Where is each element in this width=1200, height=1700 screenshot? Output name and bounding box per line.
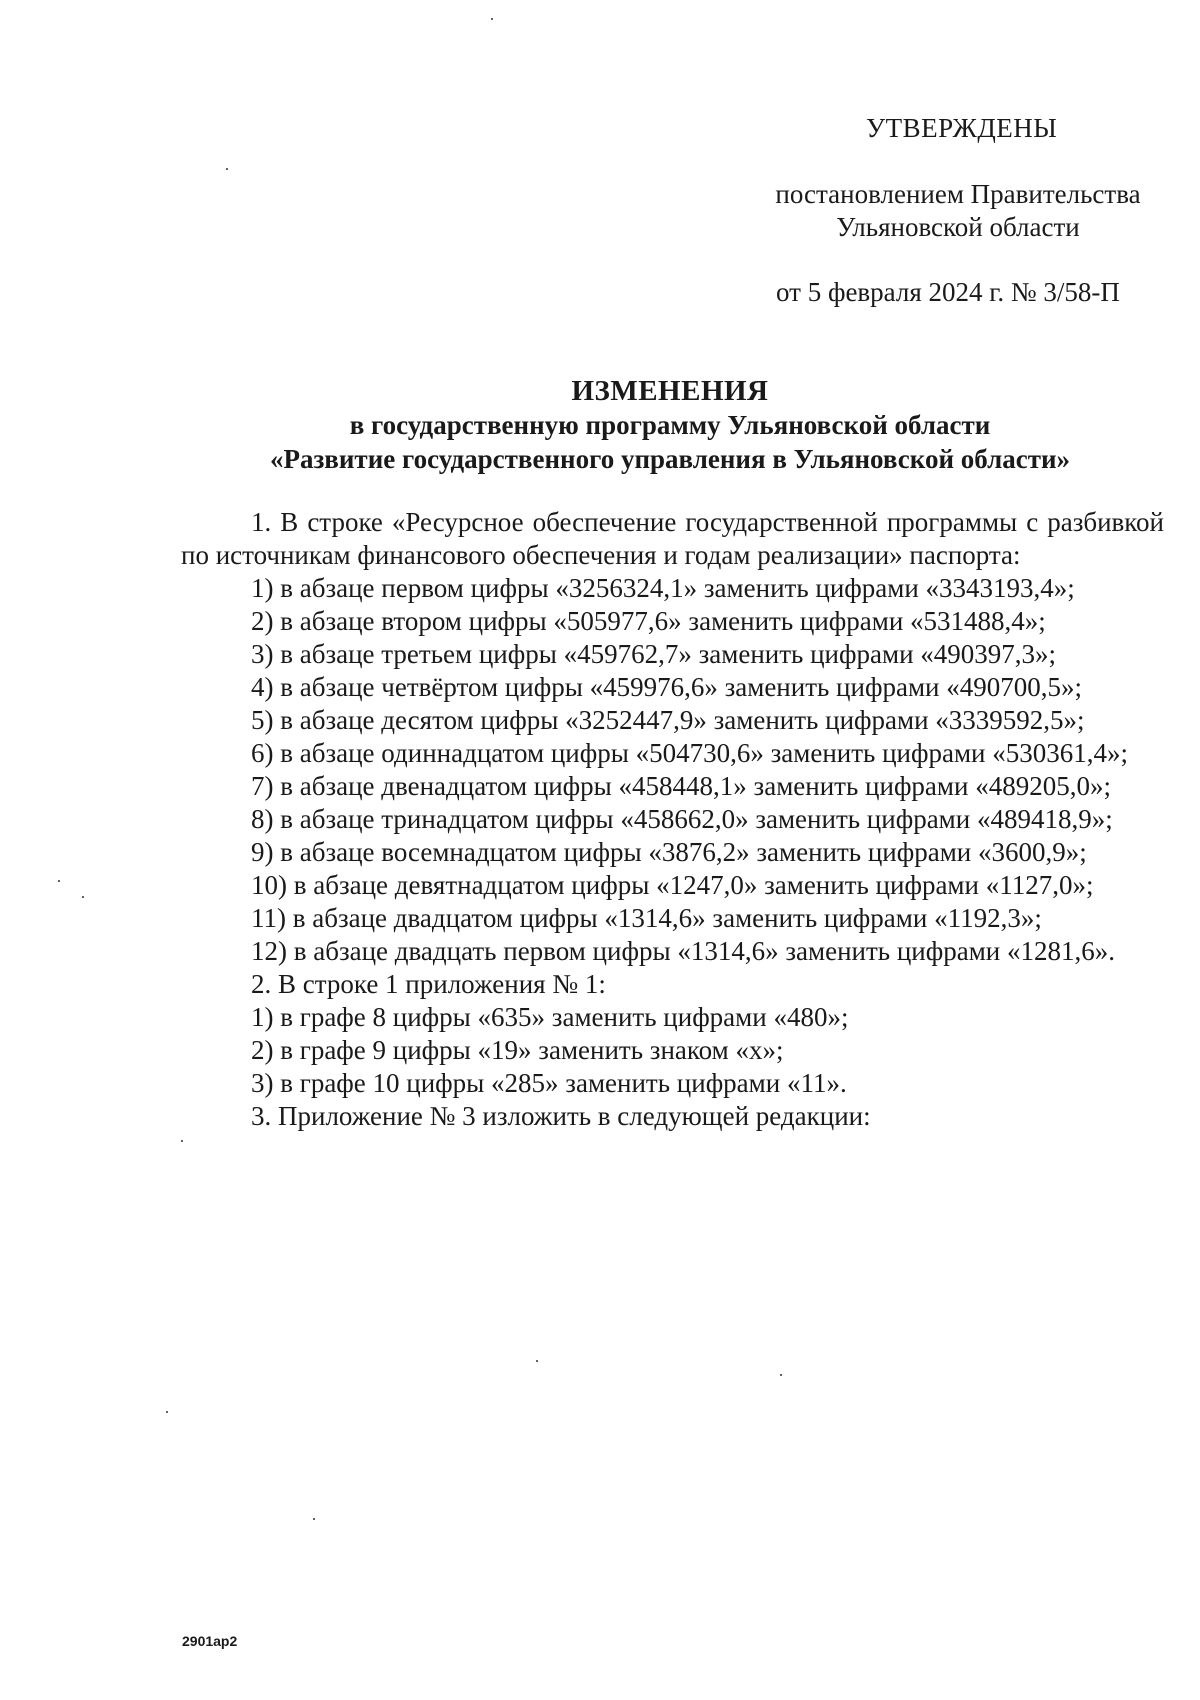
list-item: 6) в абзаце одиннадцатом цифры «504730,6» заменить цифрами «530361,4»; [251, 738, 1128, 768]
heading-title: ИЗМЕНЕНИЯ [571, 375, 769, 407]
list-item: 1) в графе 8 цифры «635» заменить цифрами «480»; [251, 1002, 849, 1032]
list-item: 9) в абзаце восемнадцатом цифры «3876,2» заменить цифрами «3600,9»; [251, 837, 1087, 867]
document-heading [180, 374, 1160, 476]
scan-speck [226, 168, 228, 170]
document-code: 2901ар2 [182, 1633, 238, 1649]
approval-authority [748, 178, 1168, 244]
scan-speck [181, 1140, 183, 1142]
list-item: 11) в абзаце двадцатом цифры «1314,6» заменить цифрами «1192,3»; [251, 903, 1042, 933]
list-item: 10) в абзаце девятнадцатом цифры «1247,0» заменить цифрами «1127,0»; [251, 870, 1094, 900]
list-item: 2) в графе 9 цифры «19» заменить знаком «х»; [251, 1035, 784, 1065]
approval-line-1: постановлением Правительства [775, 179, 1141, 209]
scan-speck [491, 18, 493, 20]
document-body [181, 506, 1164, 1133]
list-item: 4) в абзаце четвёртом цифры «459976,6» заменить цифрами «490700,5»; [251, 672, 1082, 702]
approval-line-2: Ульяновской области [836, 212, 1080, 242]
scan-speck [166, 1411, 168, 1413]
scan-speck [780, 1374, 782, 1376]
scan-speck [82, 896, 84, 898]
paragraph-3: 3. Приложение № 3 изложить в следующей редакции: [251, 1101, 871, 1131]
list-item: 1) в абзаце первом цифры «3256324,1» заменить цифрами «3343193,4»; [251, 573, 1075, 603]
approval-date: от 5 февраля 2024 г. № 3/58-П [776, 277, 1120, 307]
list-item: 2) в абзаце втором цифры «505977,6» заменить цифрами «531488,4»; [251, 606, 1046, 636]
list-item: 7) в абзаце двенадцатом цифры «458448,1» заменить цифрами «489205,0»; [251, 771, 1111, 801]
heading-subtitle: в государственную программу Ульяновской области [349, 410, 991, 440]
paragraph-1: 1. В строке «Ресурсное обеспечение государственной программы с разбивкой по источникам финансового обеспечения и годам реализации» паспорта: [181, 507, 1164, 570]
list-item: 12) в абзаце двадцать первом цифры «1314,6» заменить цифрами «1281,6». [251, 936, 1115, 966]
scan-speck [536, 1360, 538, 1362]
list-item: 3) в графе 10 цифры «285» заменить цифрами «11». [251, 1068, 847, 1098]
scan-speck [313, 1518, 315, 1520]
heading-program-name: «Развитие государственного управления в Ульяновской области» [269, 444, 1071, 474]
paragraph-2: 2. В строке 1 приложения № 1: [251, 969, 606, 999]
scan-speck [58, 880, 60, 882]
approval-stamp-title: УТВЕРЖДЕНЫ [866, 113, 1058, 143]
list-item: 3) в абзаце третьем цифры «459762,7» заменить цифрами «490397,3»; [251, 639, 1057, 669]
list-item: 5) в абзаце десятом цифры «3252447,9» заменить цифрами «3339592,5»; [251, 705, 1085, 735]
list-item: 8) в абзаце тринадцатом цифры «458662,0» заменить цифрами «489418,9»; [251, 804, 1113, 834]
